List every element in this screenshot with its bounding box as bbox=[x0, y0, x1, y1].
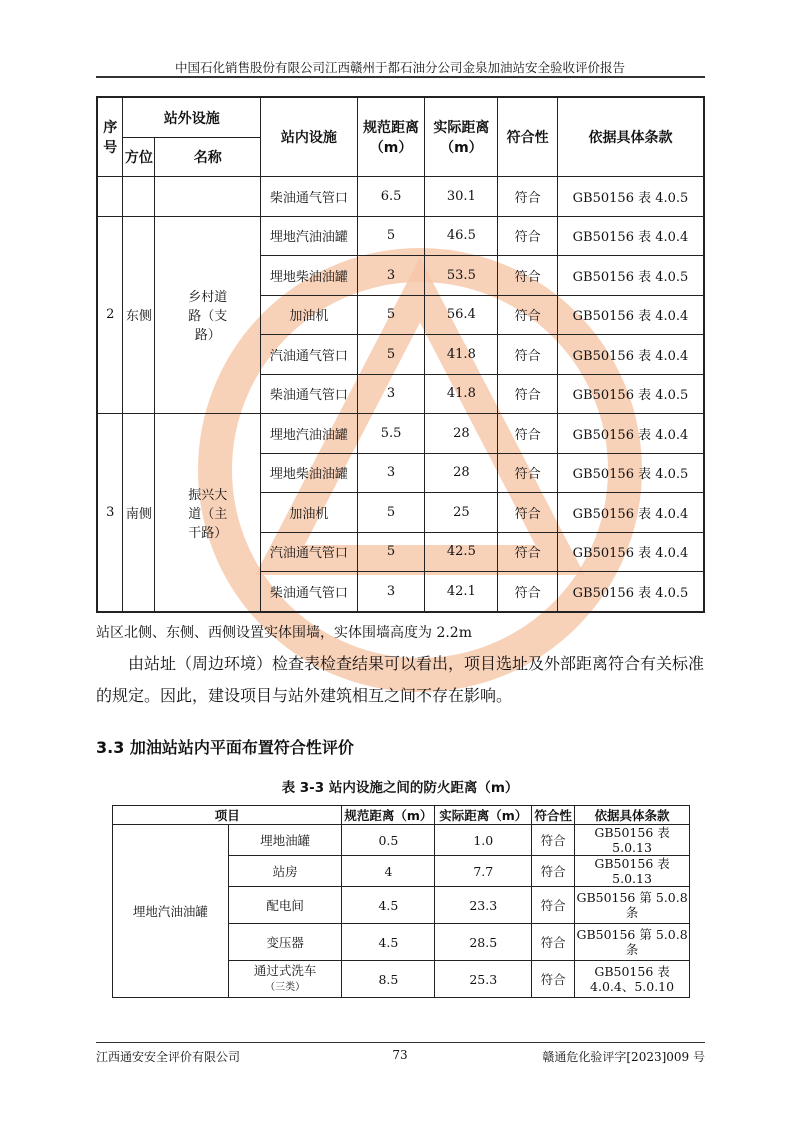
conclusion-paragraph: 由站址（周边环境）检查表检查结果可以看出，项目选址及外部距离符合有关标准的规定。因此，建设项目与站外建筑相互之间不存在影响。 bbox=[96, 654, 705, 705]
table-cell: 6.5 bbox=[357, 177, 425, 217]
row-name bbox=[155, 177, 261, 217]
table-cell: 符合 bbox=[498, 493, 558, 533]
header-compliance: 符合性 bbox=[532, 806, 575, 825]
row-actual: 25.3 bbox=[435, 961, 532, 998]
running-header: 中国石化销售股份有限公司江西赣州于都石油分公司金泉加油站安全验收评价报告 bbox=[174, 60, 625, 75]
table-cell: 汽油通气管口 bbox=[261, 532, 357, 572]
row-actual: 7.7 bbox=[435, 856, 532, 887]
table-cell: GB50156 表 4.0.4 bbox=[557, 532, 704, 572]
table-cell: 5 bbox=[357, 532, 425, 572]
table-cell: GB50156 表 4.0.4 bbox=[557, 295, 704, 335]
table-cell: 41.8 bbox=[425, 374, 498, 414]
table-row bbox=[97, 216, 704, 256]
table-cell: 5 bbox=[357, 295, 425, 335]
footer-company: 江西通安安全评价有限公司 bbox=[96, 1050, 241, 1064]
row-basis: GB50156 表 4.0.4、5.0.10 bbox=[575, 961, 690, 998]
table-cell: GB50156 表 4.0.5 bbox=[557, 453, 704, 493]
table-cell: 埋地柴油油罐 bbox=[261, 256, 357, 296]
table-cell: 符合 bbox=[498, 572, 558, 612]
header-item: 项目 bbox=[113, 806, 342, 825]
table-cell: 3 bbox=[357, 572, 425, 612]
table-cell: 46.5 bbox=[425, 216, 498, 256]
table-row bbox=[97, 414, 704, 454]
table-cell: 符合 bbox=[498, 414, 558, 454]
internal-distance-table bbox=[112, 805, 690, 998]
table-cell: GB50156 表 4.0.5 bbox=[557, 572, 704, 612]
table-cell: 符合 bbox=[498, 453, 558, 493]
page-number: 73 bbox=[392, 1048, 408, 1062]
header-name: 名称 bbox=[155, 138, 261, 177]
row-standard: 8.5 bbox=[342, 961, 435, 998]
row-compliance: 符合 bbox=[532, 887, 575, 924]
row-facility bbox=[228, 825, 342, 856]
facility-name: 埋地油罐 bbox=[260, 832, 311, 848]
table-cell: 3 bbox=[357, 256, 425, 296]
row-standard: 0.5 bbox=[342, 825, 435, 856]
header-basis: 依据具体条款 bbox=[575, 806, 690, 825]
header-row bbox=[113, 806, 690, 825]
wall-note: 站区北侧、东侧、西侧设置实体围墙，实体围墙高度为 2.2m bbox=[96, 625, 472, 641]
row-compliance: 符合 bbox=[532, 961, 575, 998]
row-no: 2 bbox=[97, 216, 123, 414]
facility-name: 站房 bbox=[272, 863, 298, 879]
header-no: 序号 bbox=[97, 97, 123, 177]
table-caption: 表 3-3 站内设施之间的防火距离（m） bbox=[281, 780, 519, 796]
table-cell: 符合 bbox=[498, 374, 558, 414]
table-cell: 5.5 bbox=[357, 414, 425, 454]
row-basis: GB50156 表 5.0.13 bbox=[575, 825, 690, 856]
external-distance-table bbox=[96, 96, 705, 613]
header-inside: 站内设施 bbox=[261, 97, 357, 177]
table-cell: 埋地汽油油罐 bbox=[261, 414, 357, 454]
row-compliance: 符合 bbox=[532, 924, 575, 961]
row-actual: 23.3 bbox=[435, 887, 532, 924]
table-cell: 3 bbox=[357, 453, 425, 493]
table-cell: 5 bbox=[357, 335, 425, 375]
header-direction: 方位 bbox=[123, 138, 155, 177]
row-facility bbox=[228, 961, 342, 998]
table-cell: GB50156 表 4.0.5 bbox=[557, 256, 704, 296]
table-cell: 28 bbox=[425, 453, 498, 493]
row-facility bbox=[228, 856, 342, 887]
row-standard: 4.5 bbox=[342, 924, 435, 961]
document-number: 赣通危化验评字[2023]009 号 bbox=[542, 1050, 705, 1064]
header-compliance: 符合性 bbox=[498, 97, 558, 177]
table-cell: 25 bbox=[425, 493, 498, 533]
table-cell: 5 bbox=[357, 216, 425, 256]
table-cell: 3 bbox=[357, 374, 425, 414]
table-cell: 41.8 bbox=[425, 335, 498, 375]
row-no: 3 bbox=[97, 414, 123, 612]
header-standard: 规范距离（m） bbox=[342, 806, 435, 825]
table-cell: GB50156 表 4.0.4 bbox=[557, 216, 704, 256]
table-row bbox=[97, 177, 704, 217]
row-standard: 4.5 bbox=[342, 887, 435, 924]
table-cell: 28 bbox=[425, 414, 498, 454]
row-facility bbox=[228, 924, 342, 961]
row-no bbox=[97, 177, 123, 217]
row-actual: 28.5 bbox=[435, 924, 532, 961]
header-actual: 实际距离（m） bbox=[425, 97, 498, 177]
table-row bbox=[113, 825, 690, 856]
row-direction: 南侧 bbox=[123, 414, 155, 612]
header-standard: 规范距离（m） bbox=[357, 97, 425, 177]
table-cell: 柴油通气管口 bbox=[261, 374, 357, 414]
table-cell: 埋地柴油油罐 bbox=[261, 453, 357, 493]
row-name: 乡村道路（支路） bbox=[155, 216, 261, 414]
table-cell: 埋地汽油油罐 bbox=[261, 216, 357, 256]
header-outside: 站外设施 bbox=[123, 97, 261, 138]
table-cell: 符合 bbox=[498, 177, 558, 217]
facility-note: （三类） bbox=[265, 982, 306, 993]
header-basis: 依据具体条款 bbox=[557, 97, 704, 177]
table-cell: GB50156 表 4.0.5 bbox=[557, 374, 704, 414]
row-basis: GB50156 表 5.0.13 bbox=[575, 856, 690, 887]
table-cell: 53.5 bbox=[425, 256, 498, 296]
table-cell: 符合 bbox=[498, 256, 558, 296]
table-cell: 42.5 bbox=[425, 532, 498, 572]
table-cell: 柴油通气管口 bbox=[261, 177, 357, 217]
table-cell: GB50156 表 4.0.4 bbox=[557, 493, 704, 533]
row-direction: 东侧 bbox=[123, 216, 155, 414]
table-cell: GB50156 表 4.0.5 bbox=[557, 177, 704, 217]
row-facility bbox=[228, 887, 342, 924]
section-title: 3.3 加油站站内平面布置符合性评价 bbox=[96, 738, 354, 757]
row-actual: 1.0 bbox=[435, 825, 532, 856]
header-row bbox=[97, 97, 704, 138]
table-cell: 符合 bbox=[498, 532, 558, 572]
table-cell: GB50156 表 4.0.4 bbox=[557, 414, 704, 454]
row-name: 振兴大道（主干路） bbox=[155, 414, 261, 612]
table-cell: 符合 bbox=[498, 335, 558, 375]
facility-name: 变压器 bbox=[266, 934, 304, 950]
row-standard: 4 bbox=[342, 856, 435, 887]
table-cell: 汽油通气管口 bbox=[261, 335, 357, 375]
facility-name: 通过式洗车 bbox=[253, 963, 317, 978]
table-cell: 56.4 bbox=[425, 295, 498, 335]
table-cell: 加油机 bbox=[261, 295, 357, 335]
facility-name: 配电间 bbox=[266, 897, 304, 913]
table-cell: GB50156 表 4.0.4 bbox=[557, 335, 704, 375]
header-actual: 实际距离（m） bbox=[435, 806, 532, 825]
row-compliance: 符合 bbox=[532, 825, 575, 856]
table-cell: 加油机 bbox=[261, 493, 357, 533]
table-cell: 30.1 bbox=[425, 177, 498, 217]
row-compliance: 符合 bbox=[532, 856, 575, 887]
table-cell: 42.1 bbox=[425, 572, 498, 612]
table-cell: 柴油通气管口 bbox=[261, 572, 357, 612]
table-cell: 5 bbox=[357, 493, 425, 533]
row-group: 埋地汽油油罐 bbox=[113, 825, 229, 998]
row-direction bbox=[123, 177, 155, 217]
row-basis: GB50156 第 5.0.8 条 bbox=[575, 924, 690, 961]
table-cell: 符合 bbox=[498, 295, 558, 335]
row-basis: GB50156 第 5.0.8 条 bbox=[575, 887, 690, 924]
table-cell: 符合 bbox=[498, 216, 558, 256]
